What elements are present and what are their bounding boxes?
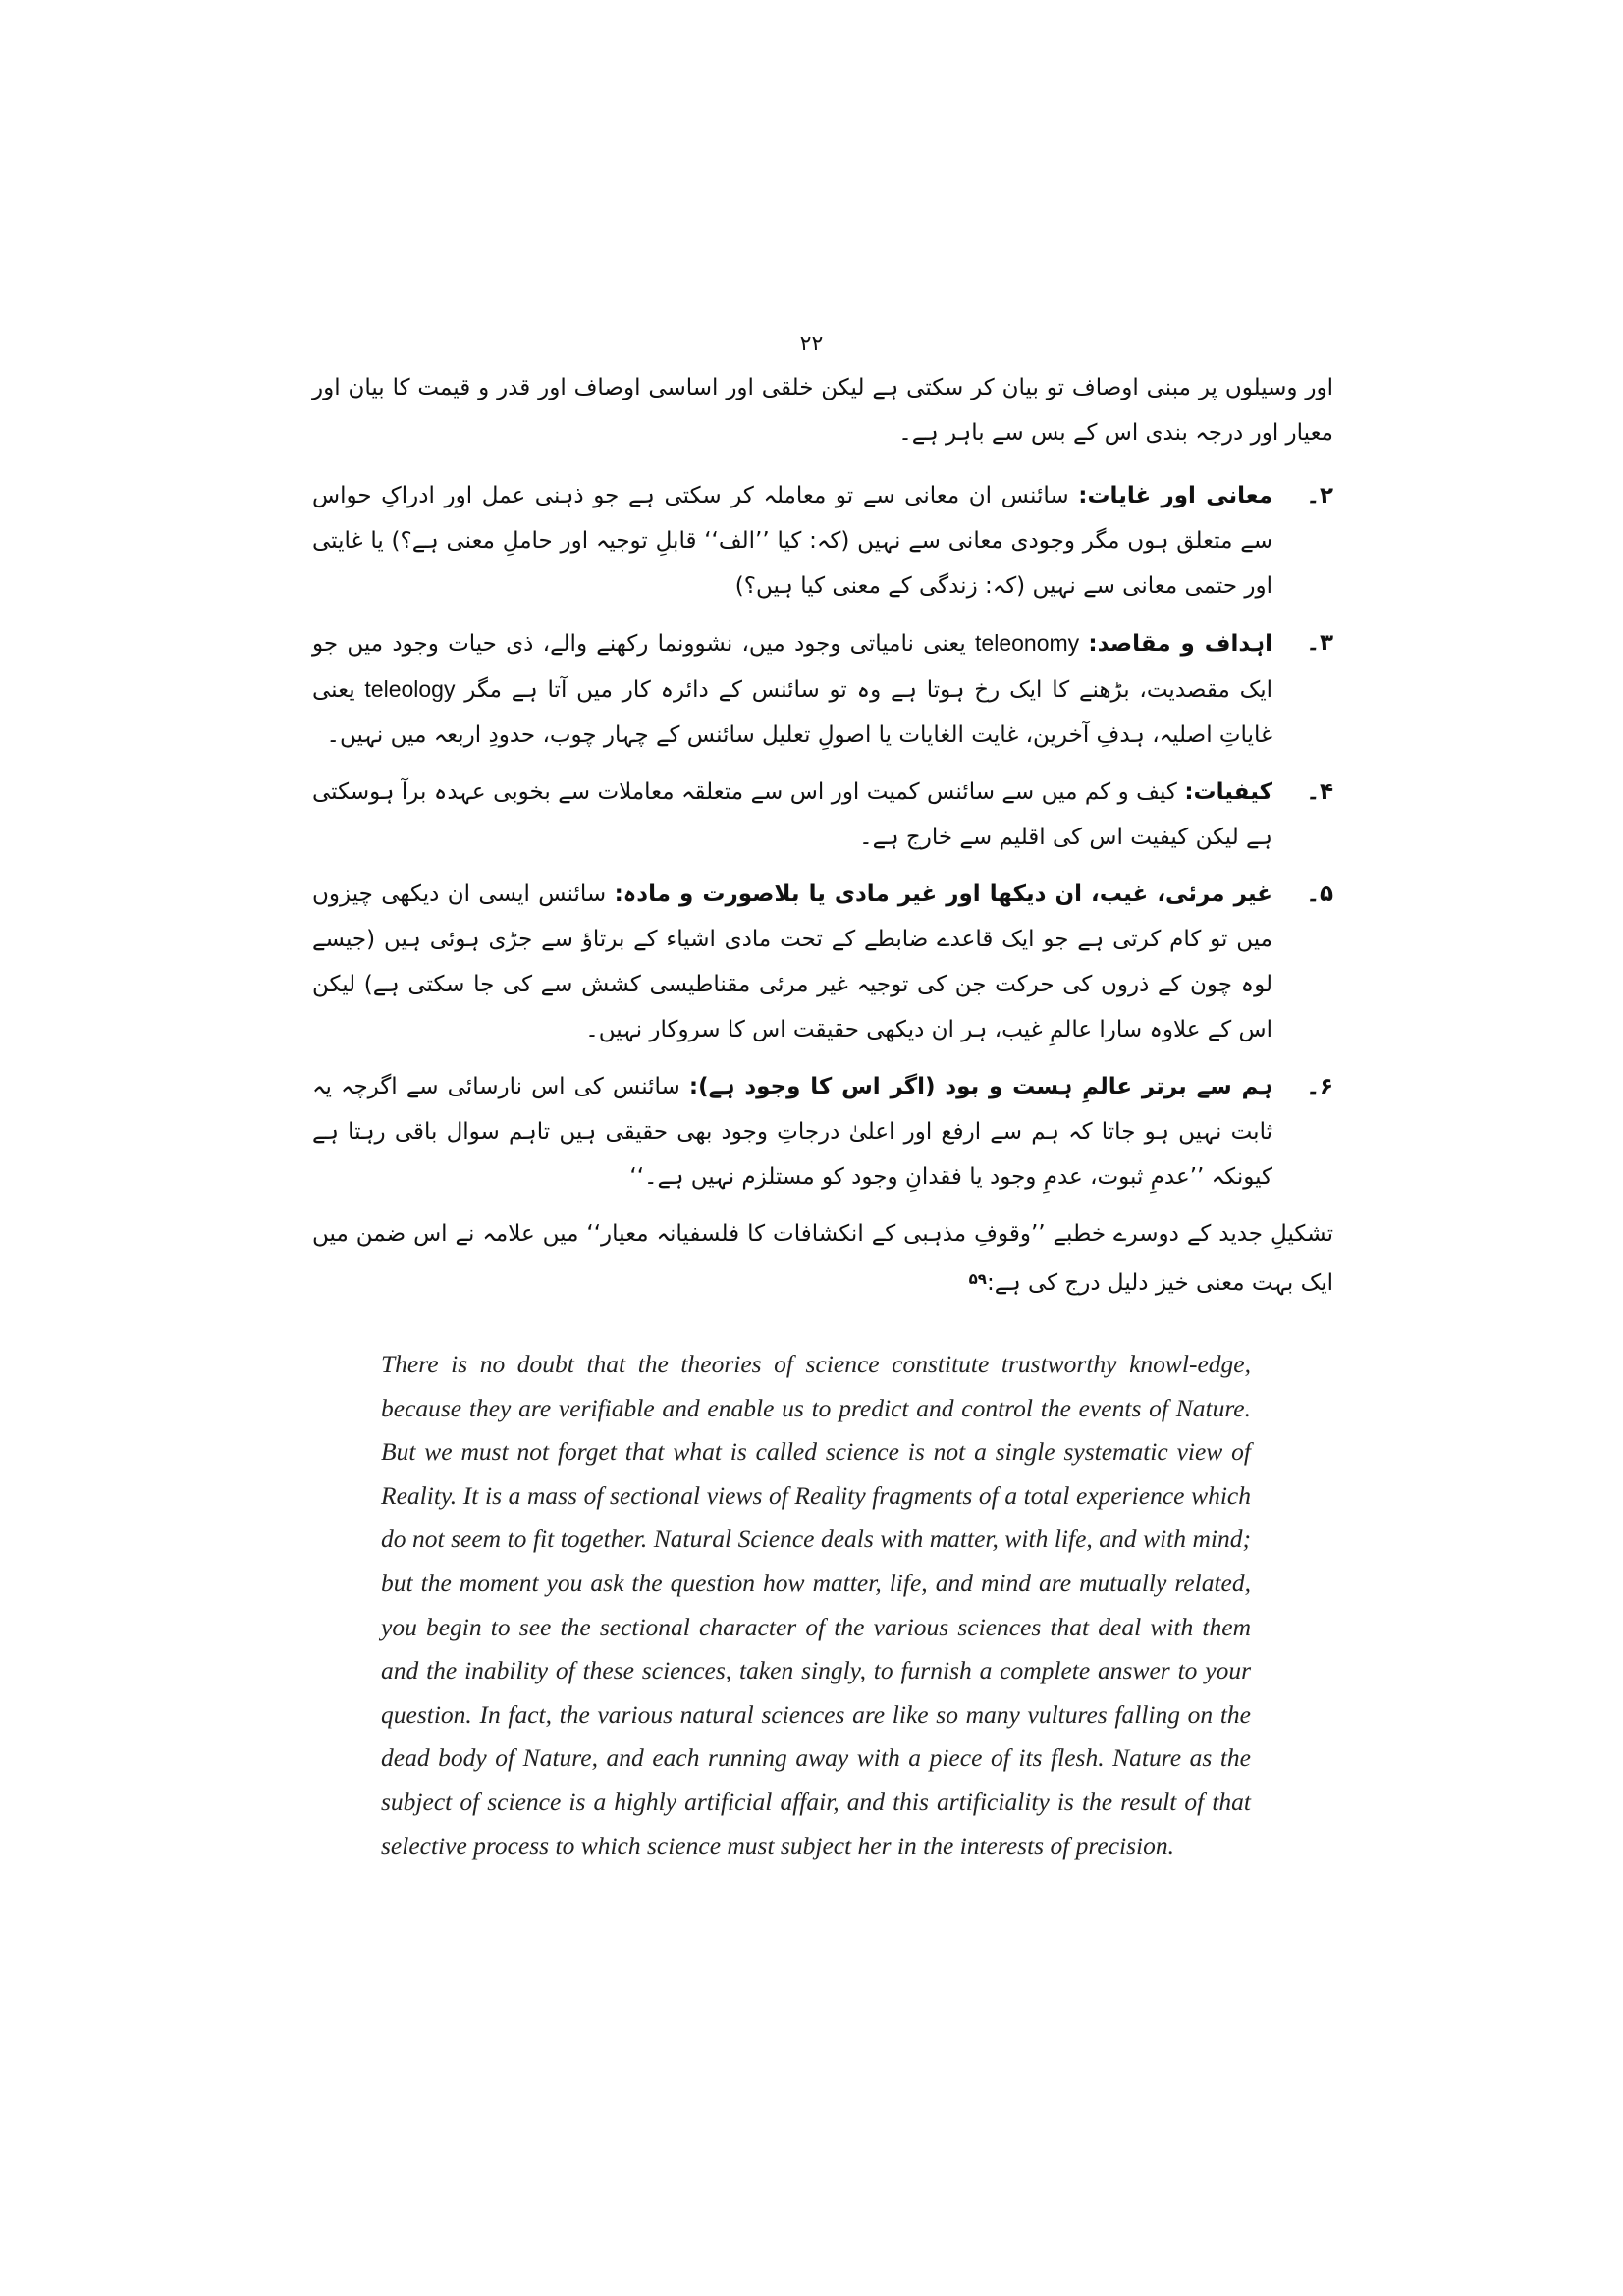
item-text: سائنس ایسی ان دیکھی چیزوں میں تو کام کرتی ہے جو ایک قاعدے ضابطے کے تحت مادی اشیاء کے برتاؤ سے جڑی ہوئی ہیں (جیسے لوہ چون کے ذروں کی حرکت جن کی توجیہ غیر مرئی مقناطیسی کشش سے کی جا سکتی ہے) لیکن اس کے علاوہ سارا عالمِ غیب، ہر ان دیکھی حقیقت اس کا سروکار نہیں۔	[312, 881, 1272, 1042]
item-heading: کیفیات:	[1184, 779, 1272, 805]
item-number: ۳۔	[1306, 630, 1333, 656]
list-item	[312, 473, 1333, 609]
item-heading: معانی اور غایات:	[1078, 483, 1272, 508]
item-text: سائنس ان معانی سے تو معاملہ کر سکتی ہے جو ذہنی عمل اور ادراکِ حواس سے متعلق ہوں مگر وجودی معانی سے نہیں (کہ: کیا ’’الف‘‘ قابلِ توجیہ اور حاملِ معنی ہے؟) یا غایتی اور حتمی معانی سے نہیں (کہ: زندگی کے معنی کیا ہیں؟)	[312, 483, 1272, 599]
item-text: یعنی نامیاتی وجود میں، نشوونما رکھنے والے، ذی حیات وجود میں جو ایک مقصدیت، بڑھنے کا ایک رخ ہوتا ہے وہ تو سائنس کے دائرہ کار میں آتا ہے مگر	[312, 631, 1272, 703]
item-heading: غیر مرئی، غیب، ان دیکھا اور غیر مادی یا بلاصورت و مادہ:	[614, 881, 1272, 907]
term-teleology: teleology	[364, 676, 456, 702]
list-item	[312, 620, 1333, 758]
item-number: ۴۔	[1306, 779, 1333, 805]
item-number: ۲۔	[1306, 483, 1333, 508]
list-item	[312, 872, 1333, 1052]
block-quote: There is no doubt that the theories of science constitute trustworthy knowl-edge, because they are verifiable and enable us to predict and control the events of Nature. But we must not forget that what is called science is not a single systematic view of Reality. It is a mass of sectional views of Reality fragments of a total experience which do not seem to fit together. Natural Science deals with matter, with life, and with mind; but the moment you ask the question how matter, life, and mind are mutually related, you begin to see the sectional character of the various sciences that deal with them and the inability of these sciences, taken singly, to furnish a complete answer to your question. In fact, the various natural sciences are like so many vultures falling on the dead body of Nature, and each running away with a piece of its flesh. Nature as the subject of science is a highly artificial affair, and this artificiality is the result of that selective process to which science must subject her in the interests of precision.	[381, 1350, 1251, 1860]
closing-paragraph: تشکیلِ جدید کے دوسرے خطبے ’’وقوفِ مذہبی کے انکشافات کا فلسفیانہ معیار‘‘ میں علامہ نے اس ضمن میں ایک بہت معنی خیز دلیل درج کی ہے:$^{۵۹}$	[312, 1221, 1333, 1296]
urdu-body	[312, 365, 1333, 1306]
item-heading: ہم سے برتر عالمِ ہست و بود (اگر اس کا وجود ہے):	[688, 1074, 1272, 1099]
intro-paragraph: اور وسیلوں پر مبنی اوصاف تو بیان کر سکتی ہے لیکن خلقی اور اساسی اوصاف اور قدر و قیمت کا بیان اور معیار اور درجہ بندی اس کے بس سے باہر ہے۔	[312, 375, 1333, 446]
term-teleonomy: teleonomy	[975, 630, 1080, 656]
footnote-marker: ۵۹	[968, 1270, 987, 1288]
page-number: ۲۲	[799, 332, 824, 356]
item-heading: اہداف و مقاصد:	[1088, 631, 1273, 657]
item-text: یعنی غایاتِ اصلیہ، ہدفِ آخرین، غایت الغایات یا اصولِ تعلیل سائنس کے چہار چوب، حدودِ اربعہ میں نہیں۔	[312, 677, 1272, 748]
list-item	[312, 770, 1333, 860]
item-text: سائنس کی اس نارسائی سے اگرچہ یہ ثابت نہیں ہو جاتا کہ ہم سے ارفع اور اعلیٰ درجاتِ وجود بھی حقیقی ہیں تاہم سوال باقی رہتا ہے کیونکہ ’’عدمِ ثبوت، عدمِ وجود یا فقدانِ وجود کو مستلزم نہیں ہے۔‘‘	[312, 1074, 1272, 1190]
list-item	[312, 1064, 1333, 1200]
item-number: ۶۔	[1306, 1074, 1333, 1099]
item-text: کیف و کم میں سے سائنس کمیت اور اس سے متعلقہ معاملات سے بخوبی عہدہ برآ ہوسکتی ہے لیکن کیفیت اس کی اقلیم سے خارج ہے۔	[312, 779, 1272, 850]
item-number: ۵۔	[1306, 881, 1333, 907]
